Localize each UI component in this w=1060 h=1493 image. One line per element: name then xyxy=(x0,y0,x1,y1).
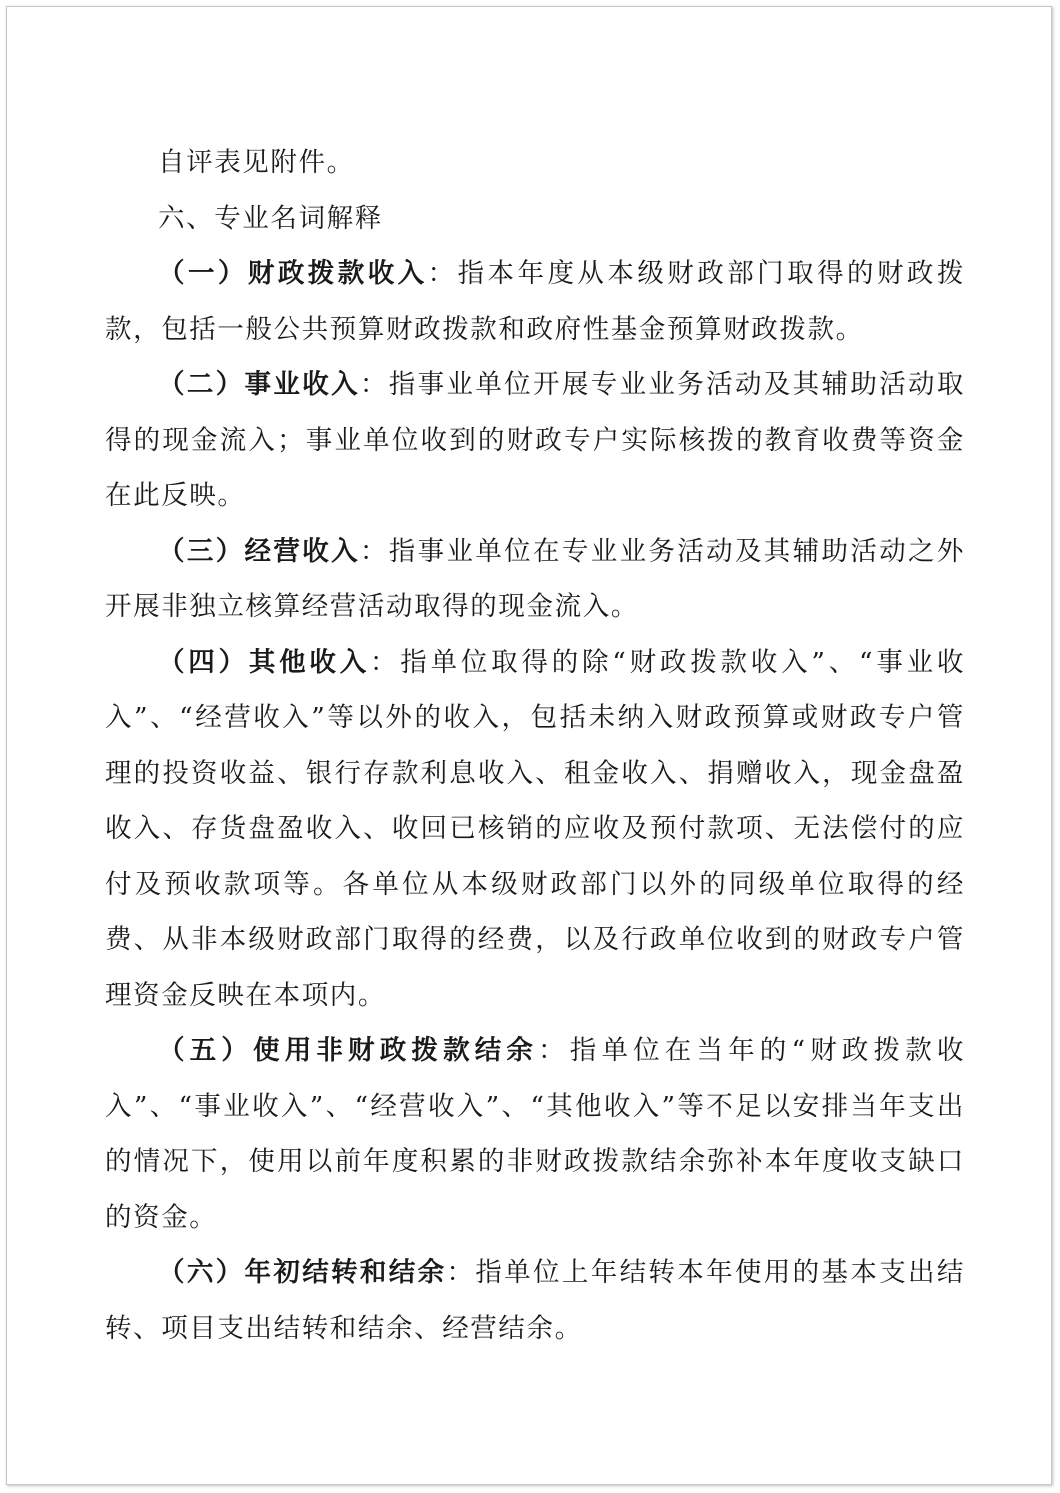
definition-text: ：指事业单位在专业业务活动及其辅助活动之外开展非独立核算经营活动取得的现金流入。 xyxy=(105,535,965,622)
definition-paragraph xyxy=(105,524,965,635)
definition-text: ：指单位在当年的“财政拨款收入”、“事业收入”、“经营收入”、“其他收入”等不足以安排当年支出的情况下，使用以前年度积累的非财政拨款结余弥补本年度收支缺口的资金。 xyxy=(105,1035,965,1233)
section-title: 六、专业名词解释 xyxy=(158,202,383,234)
definition-paragraph xyxy=(105,357,965,524)
document-body xyxy=(105,135,965,1356)
definition-term: （一）财政拨款收入 xyxy=(158,258,428,289)
definition-text: ：指单位取得的除“财政拨款收入”、“事业收入”、“经营收入”等以外的收入，包括未纳入财政预算或财政专户管理的投资收益、银行存款利息收入、租金收入、捐赠收入，现金盘盈收入、存货盘盈收入、收回已核销的应收及预付款项、无法偿付的应付及预收款项等。各单位从本级财政部门以外的同级单位取得的经费、从非本级财政部门取得的经费，以及行政单位收到的财政专户管理资金反映在本项内。 xyxy=(105,646,965,1011)
document-page xyxy=(6,6,1052,1485)
definition-paragraph xyxy=(105,1245,965,1356)
definition-text: ：指事业单位开展专业业务活动及其辅助活动取得的现金流入；事业单位收到的财政专户实际核拨的教育收费等资金在此反映。 xyxy=(105,369,965,511)
definition-paragraph xyxy=(105,635,965,1024)
definition-term: （六）年初结转和结余 xyxy=(158,1257,447,1288)
definition-term: （五）使用非财政拨款结余 xyxy=(158,1035,539,1066)
definition-term: （三）经营收入 xyxy=(158,535,360,567)
intro-line: 自评表见附件。 xyxy=(158,147,355,178)
definition-paragraph xyxy=(105,1023,965,1245)
definition-term: （四）其他收入 xyxy=(158,646,371,678)
definition-text: ：指单位上年结转本年使用的基本支出结转、项目支出结转和结余、经营结余。 xyxy=(105,1257,965,1344)
definition-text: ：指本年度从本级财政部门取得的财政拨款，包括一般公共预算财政拨款和政府性基金预算财政拨款。 xyxy=(105,258,965,345)
definition-term: （二）事业收入 xyxy=(158,369,360,400)
definition-paragraph xyxy=(105,246,965,357)
